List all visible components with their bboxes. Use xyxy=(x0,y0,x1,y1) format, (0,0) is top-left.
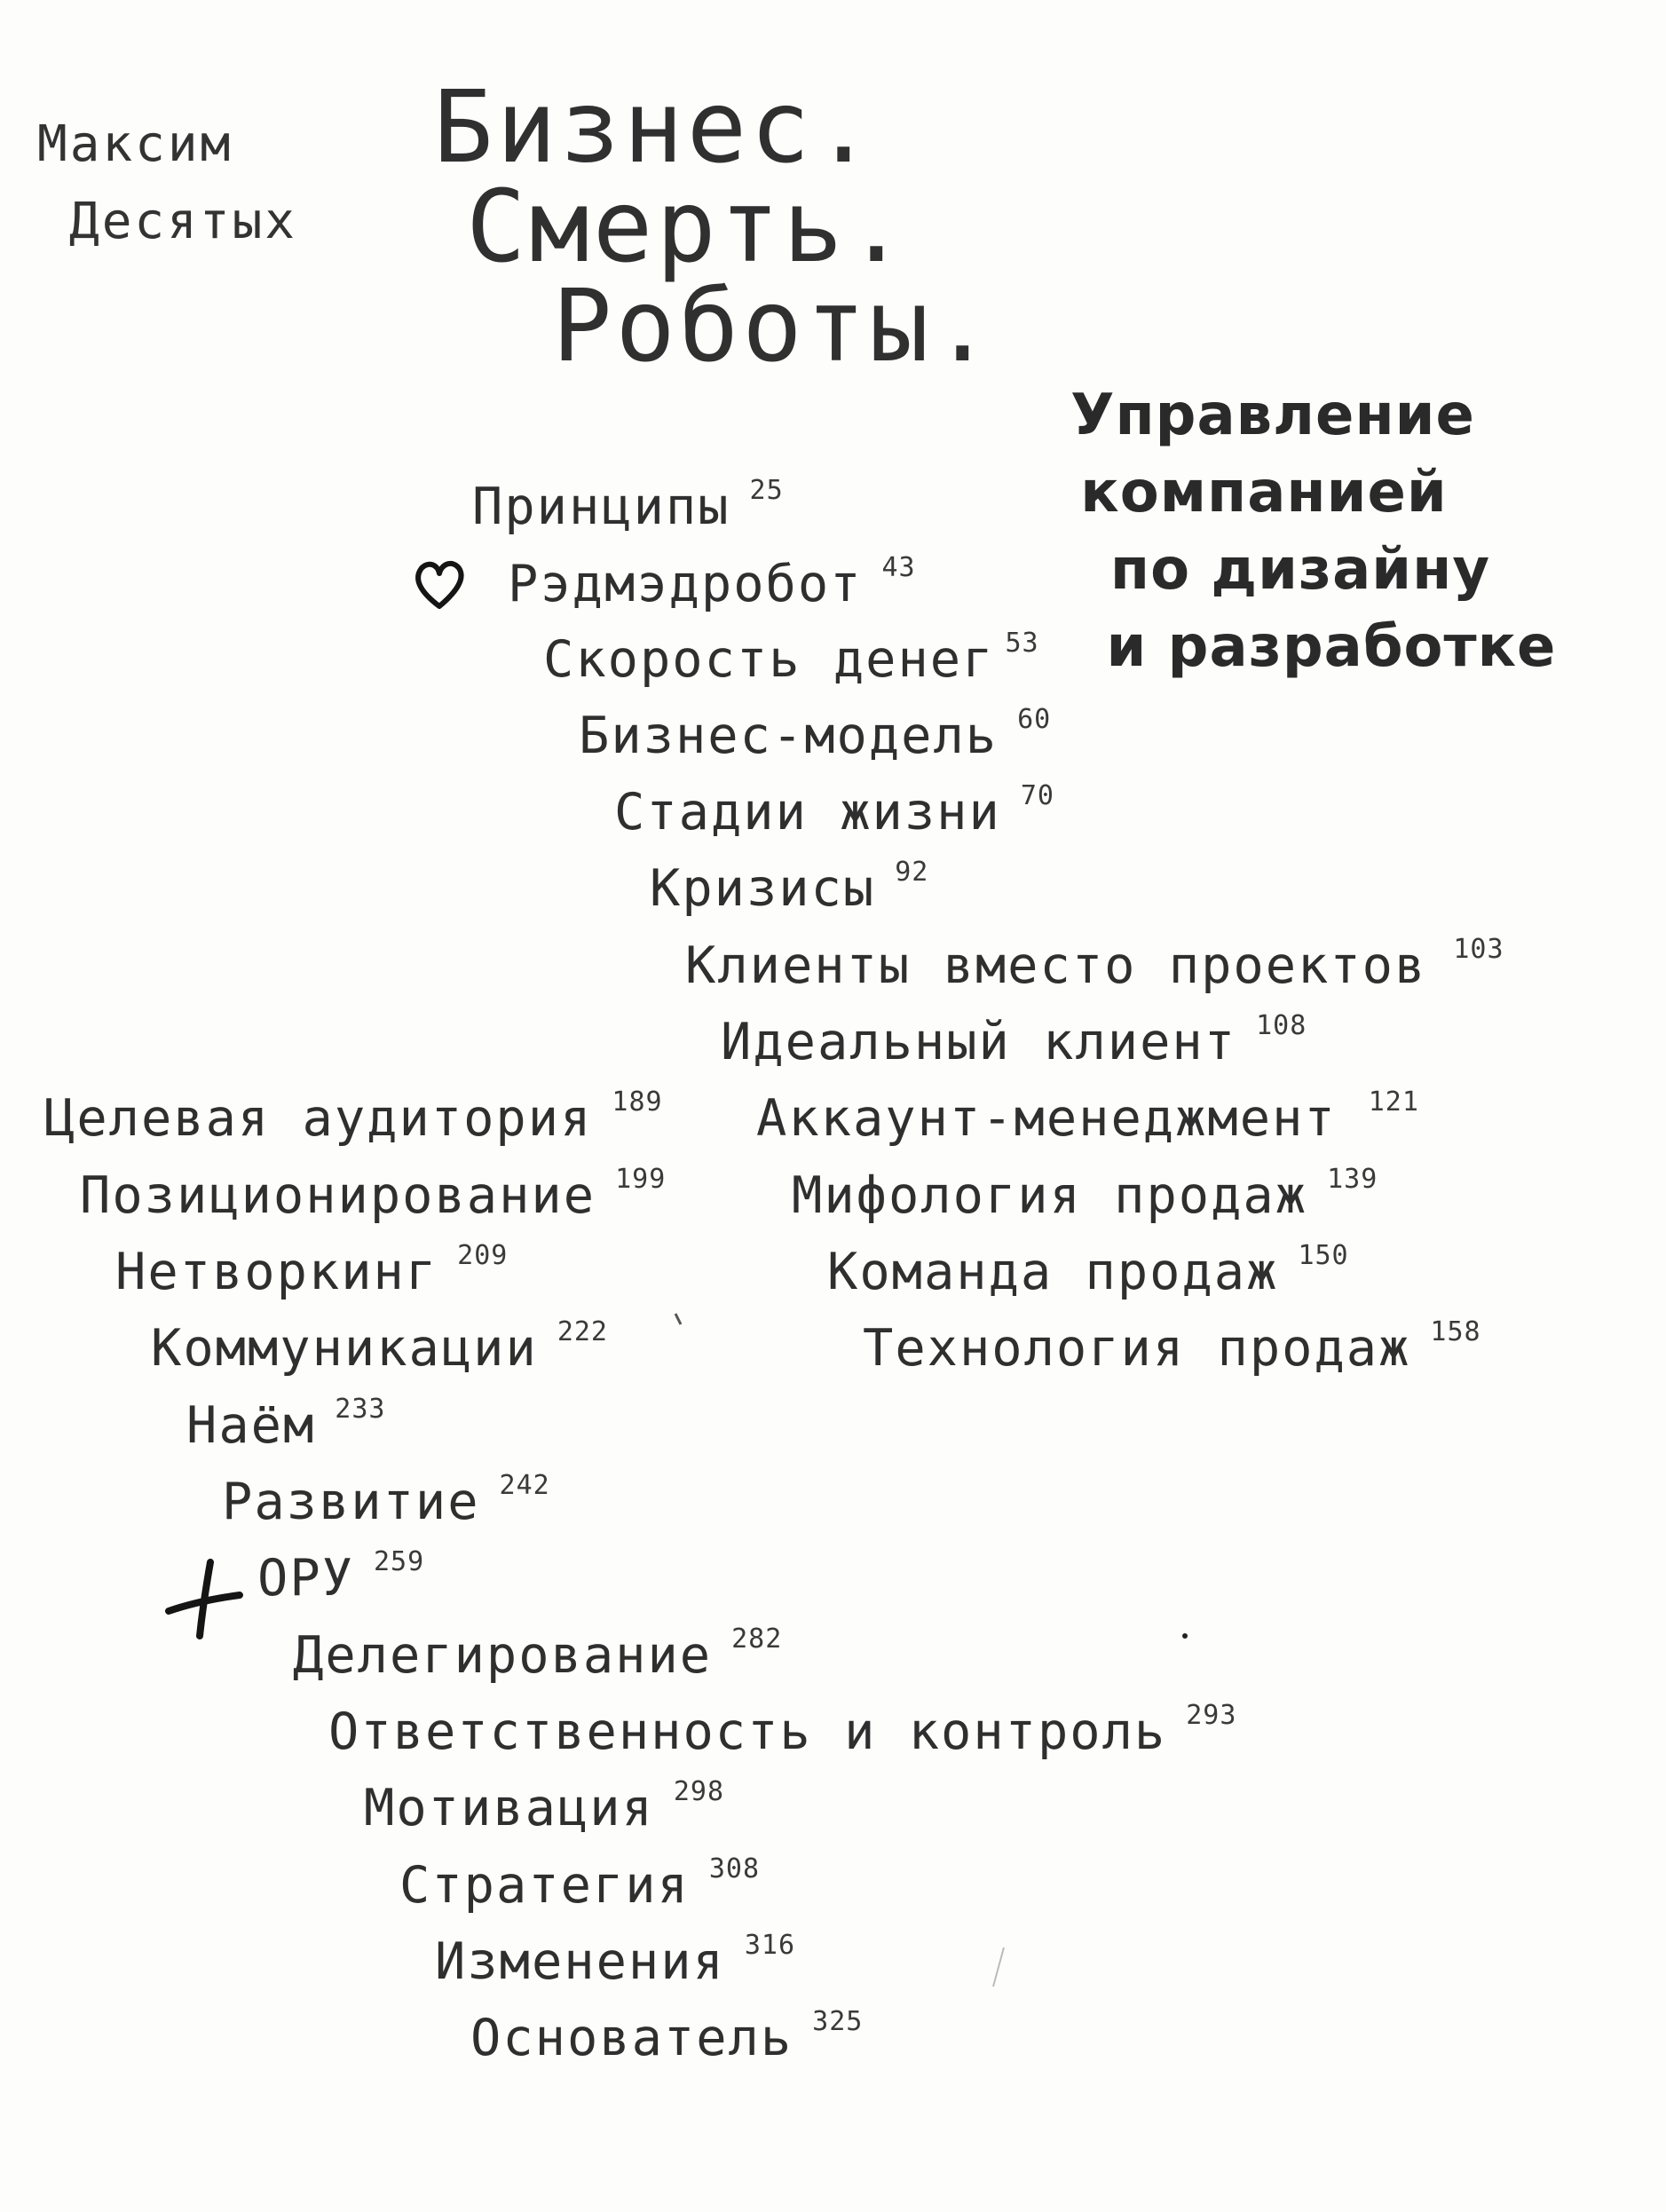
toc-label: Ответственность и контроль xyxy=(328,1702,1167,1761)
toc-label: Рэдмэдробот xyxy=(508,555,863,613)
toc-item-delegation xyxy=(293,1623,783,1685)
toc-page: 150 xyxy=(1298,1240,1349,1271)
toc-item-sales-mythology xyxy=(792,1164,1378,1225)
toc-item-business-model xyxy=(579,704,1052,765)
circled-word xyxy=(943,936,1137,995)
toc-page: 92 xyxy=(895,857,929,888)
title-line-2-dot: . xyxy=(846,170,911,285)
ink-speck xyxy=(1180,1631,1189,1640)
toc-item-founder xyxy=(470,2006,864,2067)
toc-item-life-stages xyxy=(614,780,1054,841)
subtitle-line-4: и разработке xyxy=(1106,614,1557,680)
toc-page: 158 xyxy=(1430,1316,1481,1347)
toc-item-sales-technology xyxy=(863,1316,1481,1378)
toc-label: Аккаунт-менеджмент xyxy=(756,1089,1337,1148)
toc-label: Развитие xyxy=(222,1473,480,1531)
author-first-name: Максим xyxy=(37,115,233,173)
toc-item-principles xyxy=(472,475,784,536)
toc-page: 121 xyxy=(1368,1086,1419,1118)
underlined-word-text: продаж xyxy=(1217,1319,1411,1378)
toc-item-networking xyxy=(115,1240,509,1301)
toc-item-changes xyxy=(435,1930,796,1991)
toc-page: 103 xyxy=(1453,934,1504,965)
toc-page: 242 xyxy=(499,1470,550,1501)
toc-label: Стадии жизни xyxy=(614,783,1001,841)
toc-label: Кризисы xyxy=(650,859,876,918)
toc-page: 222 xyxy=(557,1316,608,1347)
toc-page: 60 xyxy=(1017,704,1052,735)
toc-item-account-management xyxy=(756,1086,1419,1148)
toc-item-hiring xyxy=(186,1394,386,1455)
toc-page: 139 xyxy=(1327,1164,1378,1195)
toc-item-ideal-client xyxy=(721,1010,1307,1071)
underlined-word xyxy=(399,1856,690,1915)
toc-label-part-1: Технология xyxy=(863,1319,1186,1378)
toc-page: 209 xyxy=(457,1240,509,1271)
toc-item-clients xyxy=(685,934,1504,995)
toc-label-part-2: проектов xyxy=(1168,936,1427,995)
toc-label: Наём xyxy=(186,1396,316,1455)
subtitle xyxy=(941,377,1615,686)
toc-label: Позиционирование xyxy=(80,1166,596,1225)
ink-speck xyxy=(673,1312,683,1326)
toc-item-development xyxy=(222,1470,550,1531)
toc-page: 189 xyxy=(612,1086,663,1118)
toc-page: 259 xyxy=(373,1546,425,1577)
toc-item-target-audience xyxy=(44,1086,663,1148)
toc-item-positioning xyxy=(80,1164,667,1225)
circled-word-text: вместо xyxy=(943,936,1137,995)
heart-doodle-icon xyxy=(413,557,466,611)
toc-page: 282 xyxy=(731,1623,783,1655)
toc-page: 233 xyxy=(335,1394,386,1425)
toc-label: Изменения xyxy=(435,1932,725,1991)
toc-item-money-speed xyxy=(543,628,1039,689)
toc-page: 199 xyxy=(615,1164,667,1195)
toc-page: 325 xyxy=(812,2006,864,2037)
plus-doodle-icon xyxy=(164,1558,244,1642)
author-last-name: Десятых xyxy=(69,193,298,250)
toc-label: Целевая аудитория xyxy=(44,1089,593,1148)
toc-page: 293 xyxy=(1186,1700,1237,1731)
toc-item-communications xyxy=(151,1316,608,1378)
toc-label: Принципы xyxy=(472,478,730,536)
toc-label: Команда продаж xyxy=(827,1243,1279,1301)
toc-page: 308 xyxy=(708,1853,761,1884)
toc-label: Мифология продаж xyxy=(792,1166,1308,1225)
toc-page: 298 xyxy=(673,1776,725,1807)
underlined-word xyxy=(1217,1319,1411,1378)
toc-label: Идеальный клиент xyxy=(721,1013,1237,1071)
ink-speck xyxy=(990,1946,1007,1990)
toc-item-sales-team xyxy=(827,1240,1349,1301)
toc-label: Стратегия xyxy=(399,1856,690,1915)
toc-page: 43 xyxy=(881,552,916,583)
toc-label: Коммуникации xyxy=(151,1319,538,1378)
toc-item-strategy xyxy=(399,1853,761,1915)
toc-item-oru xyxy=(257,1546,425,1608)
title-struck-word xyxy=(466,170,847,285)
subtitle-line-1: Управление xyxy=(1070,383,1475,448)
title-struck-text: Смерть xyxy=(466,170,847,285)
toc-item-responsibility xyxy=(328,1700,1237,1761)
subtitle-line-2: компанией xyxy=(1080,460,1448,525)
toc-page: 25 xyxy=(749,475,784,506)
subtitle-line-3: по дизайну xyxy=(1109,537,1491,603)
toc-label: Бизнес-модель xyxy=(579,707,999,765)
toc-label: Мотивация xyxy=(364,1779,654,1837)
title-line-1: Бизнес. xyxy=(433,70,878,186)
toc-item-readmerobot xyxy=(508,552,916,613)
title-line-3: Роботы. xyxy=(552,269,997,384)
toc-label: Делегирование xyxy=(293,1626,713,1685)
toc-label-part-1: Клиенты xyxy=(685,936,912,995)
toc-item-motivation xyxy=(364,1776,725,1837)
title-line-2 xyxy=(466,170,911,285)
toc-label: Основатель xyxy=(470,2009,794,2067)
toc-label: ОРУ xyxy=(257,1549,354,1608)
toc-page: 316 xyxy=(744,1930,796,1961)
toc-page: 70 xyxy=(1020,780,1054,811)
toc-page: 108 xyxy=(1256,1010,1307,1041)
toc-item-crises xyxy=(650,857,929,918)
toc-label: Нетворкинг xyxy=(115,1243,438,1301)
toc-page: 53 xyxy=(1005,628,1039,659)
toc-label: Скорость денег xyxy=(543,630,995,689)
